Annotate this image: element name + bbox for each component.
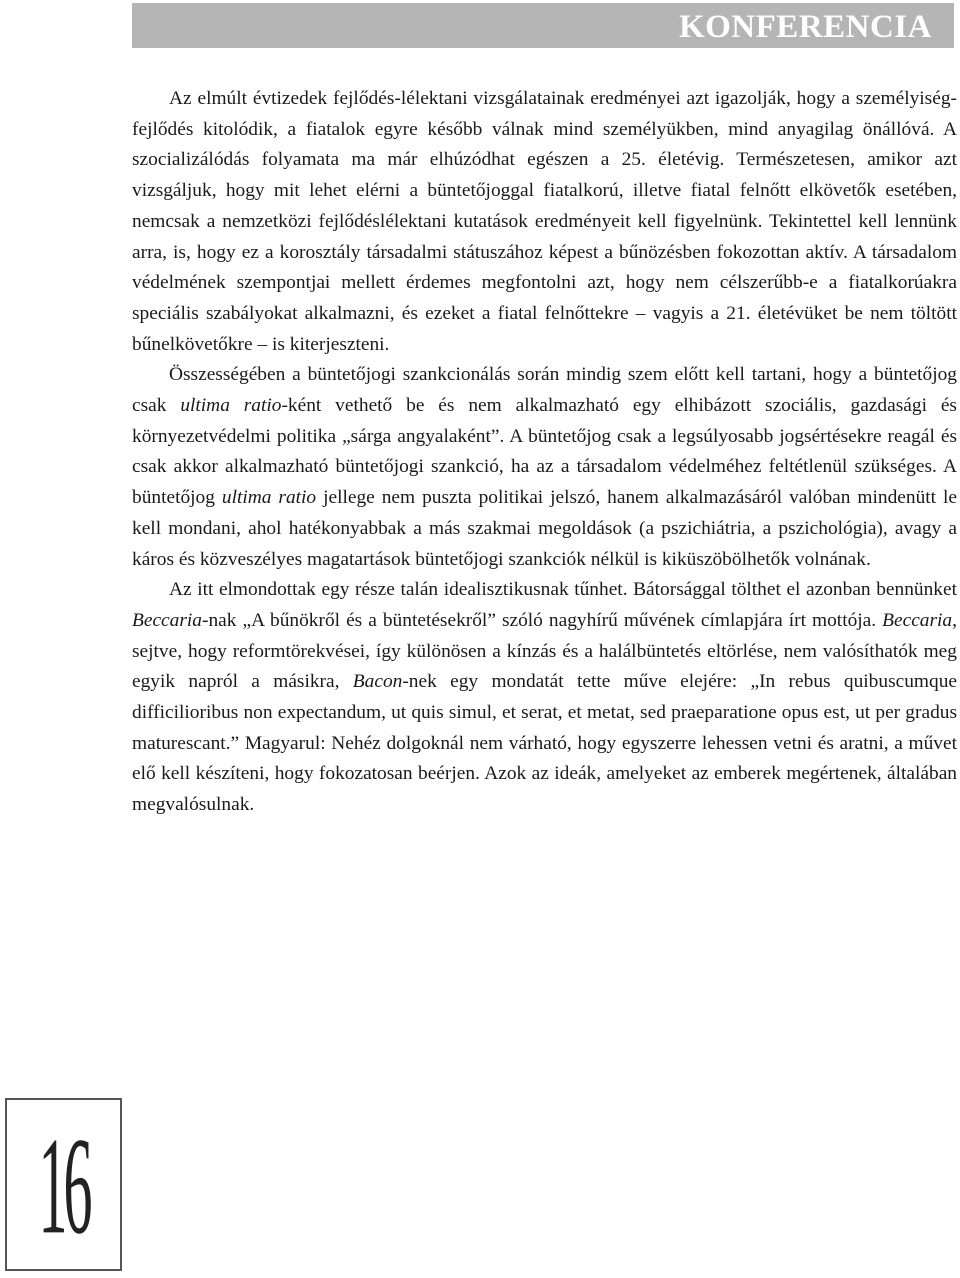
text-run: -nak „A bűnökről és a büntetésekről” szóló nagyhírű művének címlapjára írt mottója. [202, 609, 883, 631]
page-number: 16 [38, 1107, 89, 1264]
italic-name: Bacon [352, 671, 403, 693]
text-run: -nek egy mondatát tette műve elejére: „In rebus quibuscumque difficilioribus non expectandum, ut quis simul, et serat, et metat, sed praeparatione opus est, ut per gradus maturescant.” Magyarul: Nehéz dolgoknál nem várható, hogy egyszerre lehessen vetni és aratni, a művet elő kell készíteni, hogy fokozatosan beérjen. Azok az ideák, amelyeket az emberek megértenek, általában megvalósulnak. [132, 671, 957, 816]
page-number-box [5, 1098, 122, 1271]
text-run: -ként vethető be és nem alkalmazható egy elhibázott szociális, gazdasági és környezetvédelmi politika „sárga angyalaként”. A büntetőjog csak a legsúlyosabb jogsértésekre reagál és csak akkor alkalmazható büntetőjogi szankció, ha az a társadalom védelméhez feltétlenül szükséges. A büntetőjog [132, 395, 957, 509]
italic-term: ultima ratio [180, 395, 282, 417]
text-run: Az elmúlt évtizedek fejlődés-lélektani vizsgálatainak eredményei azt igazolják, hogy a személyiség-fejlődés kitolódik, a fiatalok egyre később válnak mind személyükben, mind anyagilag önállóvá. A szocializálódás folyamata ma már elhúzódhat egészen a 25. életévig. Természetesen, amikor azt vizsgáljuk, hogy mit lehet elérni a büntetőjoggal fiatalkorú, illetve fiatal felnőtt elkövetők esetében, nemcsak a nemzetközi fejlődéslélektani kutatások eredményeit kell figyelnünk. Tekintettel kell lennünk arra, is, hogy ez a korosztály társadalmi státuszához képest a bűnözésben fokozottan aktív. A társadalom védelmének szempontjai mellett érdemes megfontolni azt, hogy nem célszerűbb-e a fiatalkorúakra speciális szabályokat alkalmazni, és ezeket a fiatal felnőttekre – vagyis a 21. életévüket be nem töltött bűnelkövetőkre – is kiterjeszteni. [132, 88, 957, 355]
paragraph [132, 575, 957, 821]
article-body [132, 84, 957, 821]
italic-term: ultima ratio [221, 487, 317, 509]
section-title: KONFERENCIA [678, 9, 932, 45]
text-run: Az itt elmondottak egy része talán idealisztikusnak tűnhet. Bátorsággal tölthet el azonban bennünket [169, 579, 957, 601]
text-run: Összességében a büntetőjogi szankcionálás során mindig szem előtt kell tartani, hogy a büntetőjog csak [132, 364, 957, 417]
text-run: jellege nem puszta politikai jelszó, hanem alkalmazásáról valóban mindenütt le kell mondani, ahol hatékonyabbak a más szakmai megoldások (a pszichiátria, a pszichológia), avagy a káros és közveszélyes magatartások büntetőjogi szankciók nélkül is kiküszöbölhetők volnának. [132, 487, 957, 570]
paragraph [132, 360, 957, 575]
italic-name: Beccaria [132, 609, 202, 631]
header-bar [132, 3, 954, 48]
italic-name: Beccaria [882, 609, 953, 631]
paragraph [132, 84, 957, 360]
text-run: , sejtve, hogy reformtörekvései, így különösen a kínzás és a halálbüntetés eltörlése, nem valósíthatók meg egyik napról a másikra, [132, 609, 957, 693]
